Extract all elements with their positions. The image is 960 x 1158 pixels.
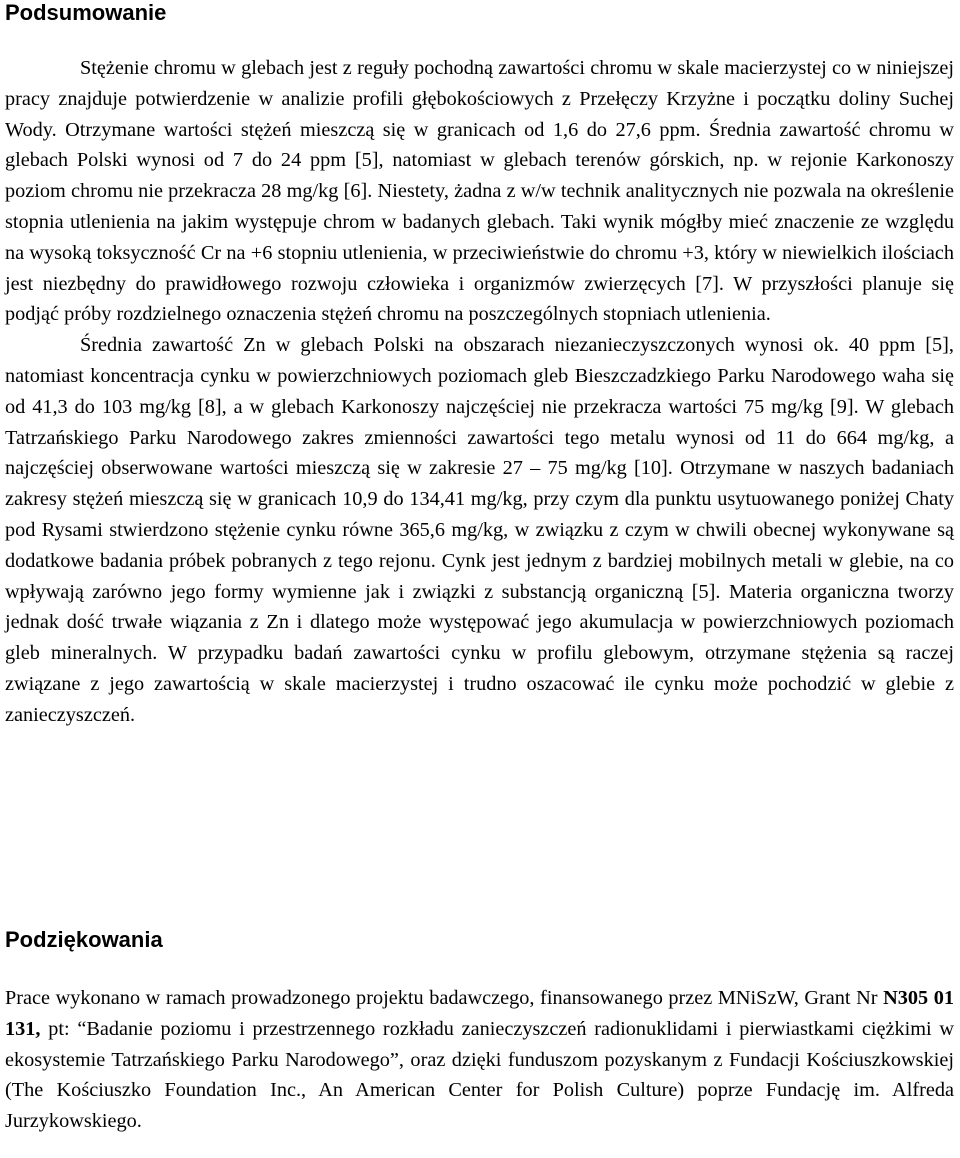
summary-paragraph-zinc: Średnia zawartość Zn w glebach Polski na obszarach niezanieczyszczonych wynosi ok. 40 ppm [5], natomiast koncentracja cynku w powierzchniowych poziomach gleb Bieszczadzkiego Parku Narodowego waha się od 41,3 do 103 mg/kg [8], a w glebach Karkonoszy najczęściej nie przekracza wartości 75 mg/kg [9]. W glebach Tatrzańskiego Parku Narodowego zakres zmienności zawartości tego metalu wynosi od 11 do 664 mg/kg, a najczęściej obserwowane wartości mieszczą się w zakresie 27 – 75 mg/kg [10]. Otrzymane w naszych badaniach zakresy stężeń mieszczą się w granicach 10,9 do 134,41 mg/kg, przy czym dla punktu usytuowanego poniżej Chaty pod Rysami stwierdzono stężenie cynku równe 365,6 mg/kg, w związku z czym w chwili obecnej wykonywane są dodatkowe badania próbek pobranych z tego rejonu. Cynk jest jednym z bardziej mobilnych metali w glebie, na co wpływają zarówno jego formy wymienne jak i związki z substancją organiczną [5]. Materia organiczna tworzy jednak dość trwałe wiązania z Zn i dlatego może występować jego akumulacja w powierzchniowych poziomach gleb mineralnych. W przypadku badań zawartości cynku w profilu glebowym, otrzymane stężenia są raczej związane z jego zawartością w skale macierzystej i trudno oszacować ile cynku może pochodzić w glebie z zanieczyszczeń. — [5, 334, 954, 726]
ack-text-after-grant: pt: “Badanie poziomu i przestrzennego rozkładu zanieczyszczeń radionuklidami i pierwiastkami ciężkimi w ekosystemie Tatrzańskiego Parku Narodowego”, oraz dzięki funduszom pozyskanym z Fundacji Kościuszkowskiej (The Kościuszko Foundation Inc., An American Center for Polish Culture) poprze Fundację im. Alfreda Jurzykowskiego. — [5, 1017, 954, 1133]
acknowledgements-section — [5, 983, 954, 1137]
ack-text-before-grant: Prace wykonano w ramach prowadzonego projektu badawczego, finansowanego przez MNiSzW, Grant Nr — [5, 987, 884, 1009]
grant-number: N305 01 131, — [5, 987, 954, 1040]
summary-heading: Podsumowanie — [5, 0, 167, 25]
acknowledgements-paragraph — [5, 983, 954, 1137]
summary-paragraph-chromium: Stężenie chromu w glebach jest z reguły pochodną zawartości chromu w skale macierzystej co w niniejszej pracy znajduje potwierdzenie w analizie profili głębokościowych z Przełęczy Krzyżne i początku doliny Suchej Wody. Otrzymane wartości stężeń mieszczą się w granicach od 1,6 do 27,6 ppm. Średnia zawartość chromu w glebach Polski wynosi od 7 do 24 ppm [5], natomiast w glebach terenów górskich, np. w rejonie Karkonoszy poziom chromu nie przekracza 28 mg/kg [6]. Niestety, żadna z w/w technik analitycznych nie pozwala na określenie stopnia utlenienia na jakim występuje chrom w badanych glebach. Taki wynik mógłby mieć znaczenie ze względu na wysoką toksyczność Cr na +6 stopniu utlenienia, w przeciwieństwie do chromu +3, który w niewielkich ilościach jest niezbędny do prawidłowego rozwoju człowieka i organizmów zwierzęcych [7]. W przyszłości planuje się podjąć próby rozdzielnego oznaczenia stężeń chromu na poszczególnych stopniach utlenienia. — [5, 57, 954, 326]
summary-section — [5, 53, 954, 731]
acknowledgements-heading: Podziękowania — [5, 927, 163, 952]
